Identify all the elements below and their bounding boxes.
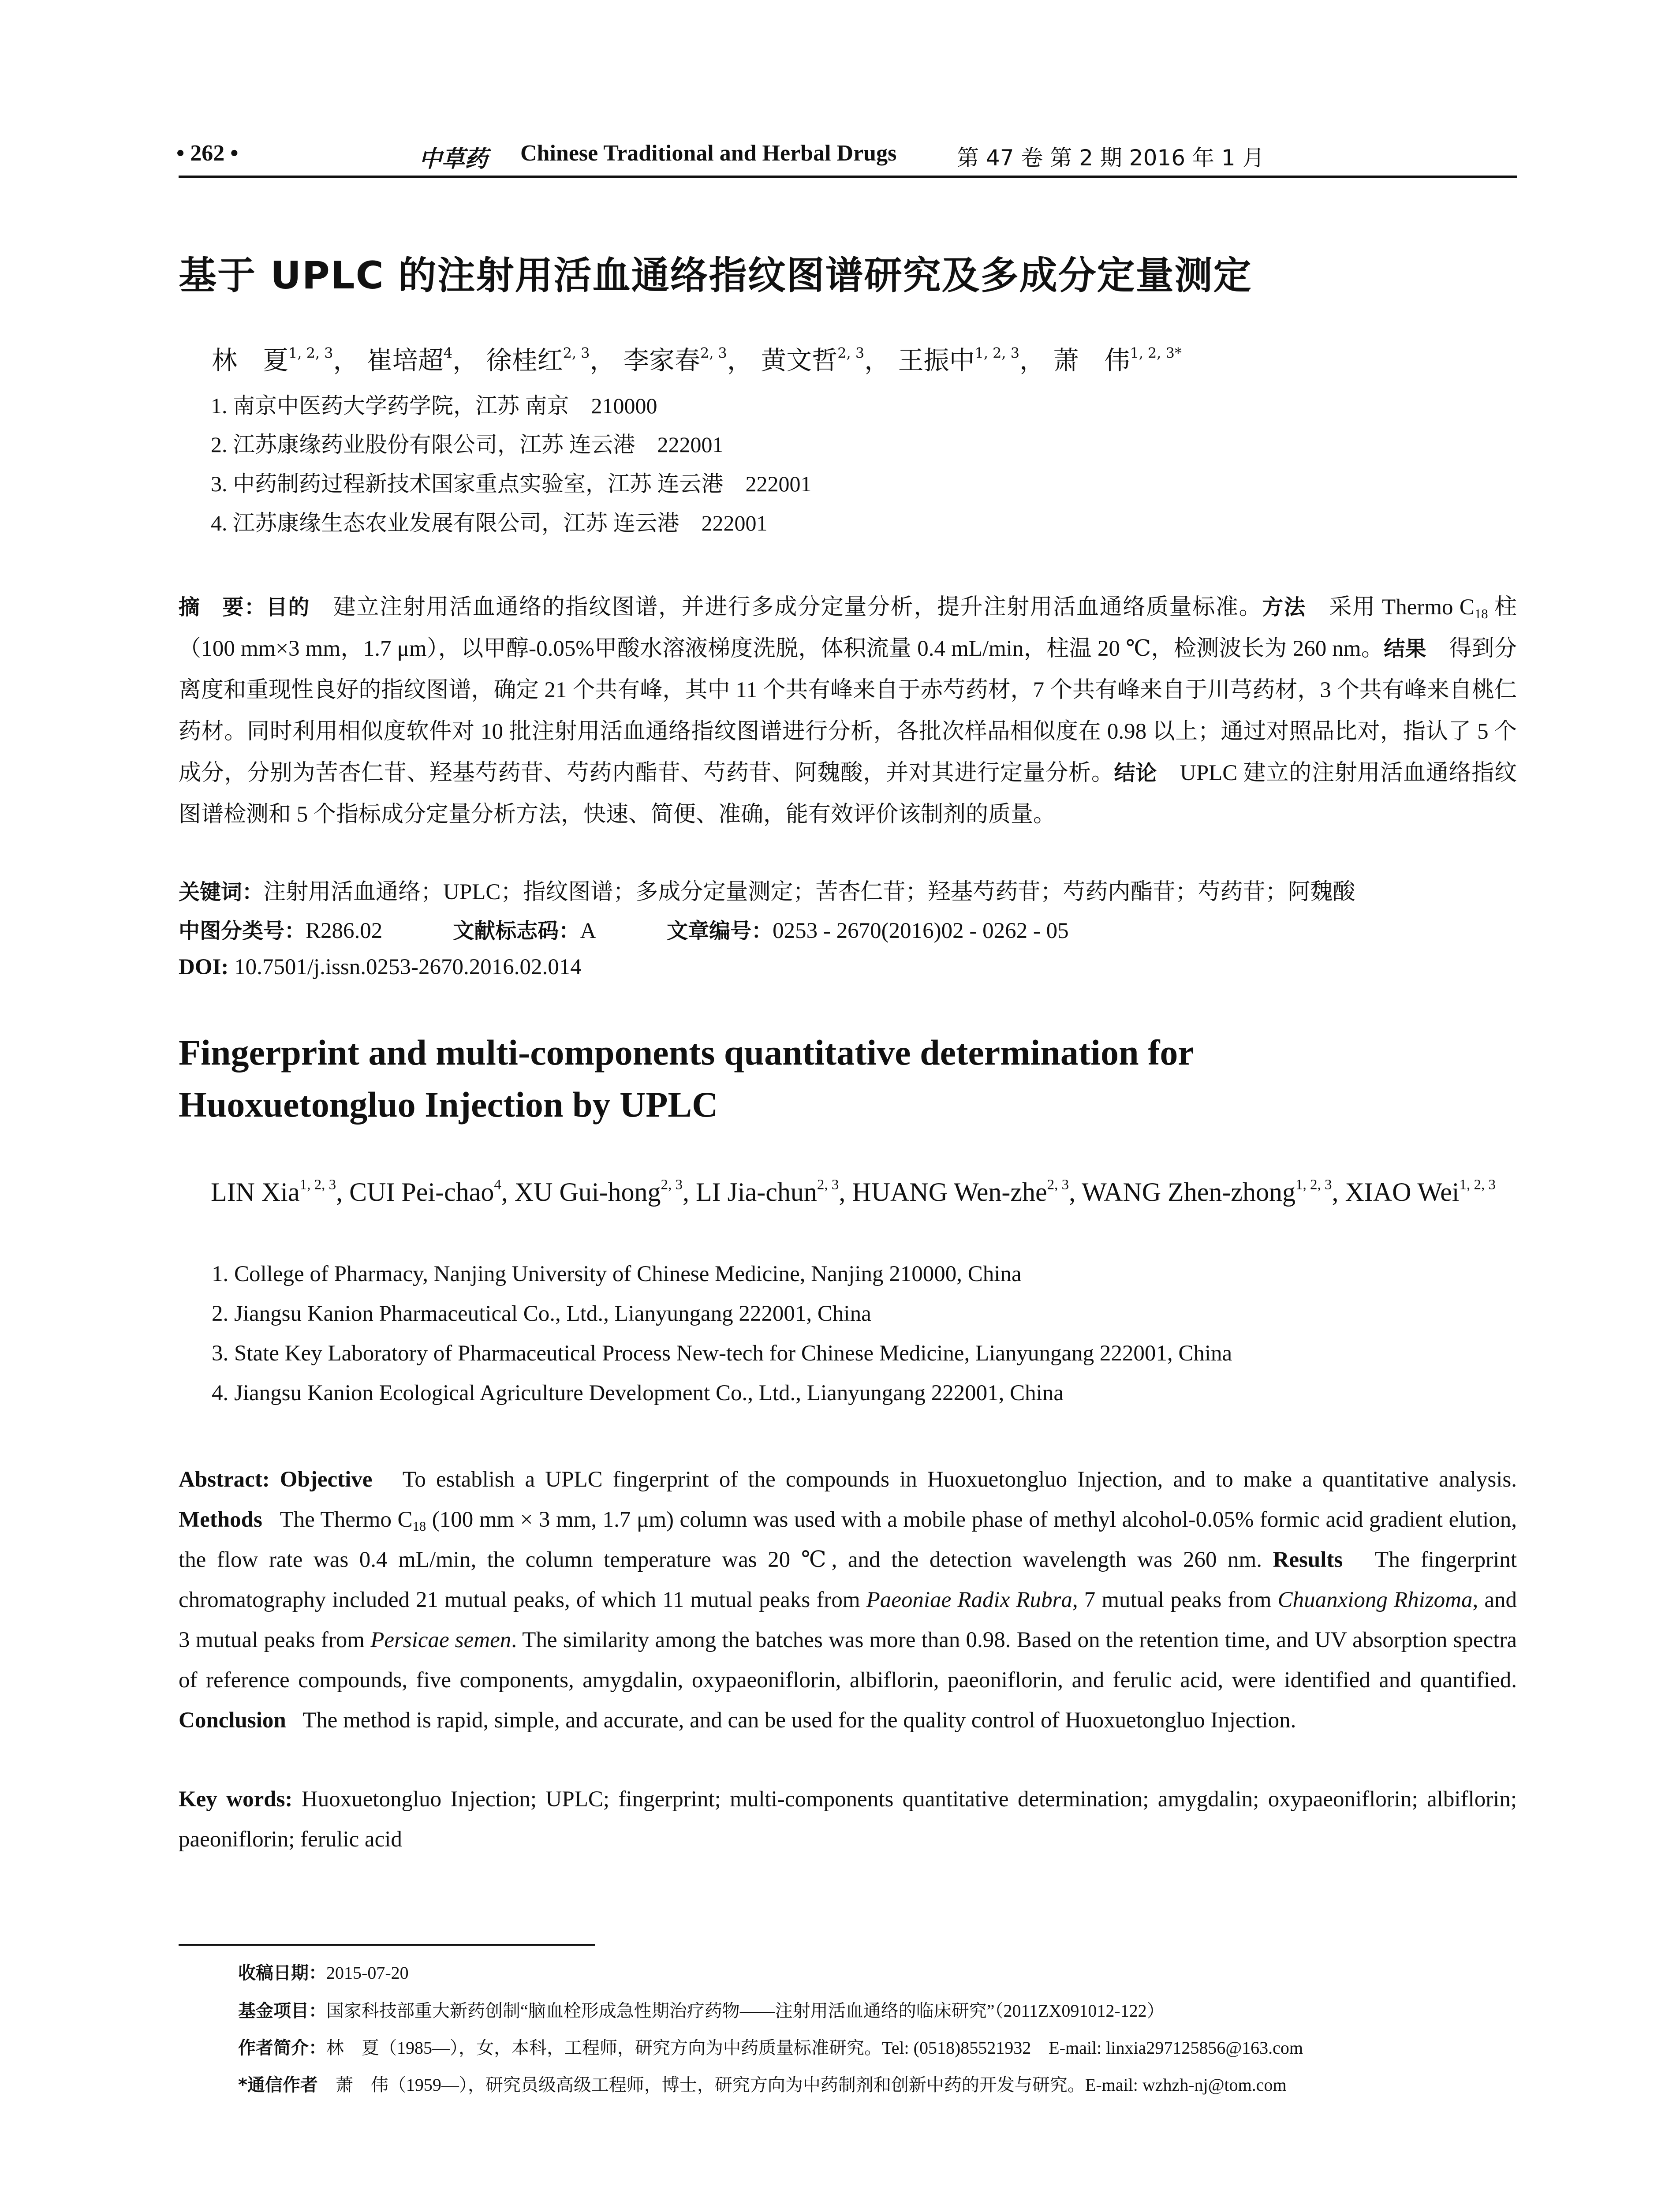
affiliation-cn: 4. 江苏康缘生态农业发展有限公司，江苏 连云港 222001 xyxy=(211,511,768,535)
author-list-cn: 林 夏$^{1, 2, 3}$， 崔培超$^4$， 徐桂红$^{2, 3}$， 李家春$^{2, 3}$， 黄文哲$^{2, 3}$， 王振中$^{1, 2, 3}$， 萧 伟$^{1, 2, 3*}$ xyxy=(212,344,1182,375)
keywords-en: Key words: Huoxuetongluo Injection; UPLC; fingerprint; multi-components quantitative determination; amygdalin; oxypaeoniflorin; albiflorin; paeoniflorin; ferulic acid xyxy=(179,1787,1517,1852)
author-cn: 林 夏$^{1, 2, 3}$ xyxy=(212,344,333,375)
author-cn: 王振中$^{1, 2, 3}$ xyxy=(898,344,1019,375)
affiliation-en: 4. Jiangsu Kanion Ecological Agriculture Development Co., Ltd., Lianyungang 222001, China xyxy=(212,1381,1064,1405)
author-cn: 徐桂红$^{2, 3}$ xyxy=(486,344,590,375)
doi-link[interactable]: 10.7501/j.issn.0253-2670.2016.02.014 xyxy=(234,955,582,979)
footnote-received: 收稿日期：2015-07-20 xyxy=(238,1963,409,1983)
author-en: LIN Xia$^{1, 2, 3}$, xyxy=(211,1177,350,1207)
author-en: WANG Zhen-zhong$^{1, 2, 3}$, xyxy=(1082,1177,1345,1207)
journal-name-en: Chinese Traditional and Herbal Drugs xyxy=(520,141,897,166)
article-title-cn: 基于 UPLC 的注射用活血通络指纹图谱研究及多成分定量测定 xyxy=(179,254,1252,298)
author-cn: 崔培超$^4$ xyxy=(366,344,453,375)
affiliation-en: 3. State Key Laboratory of Pharmaceutical Process New-tech for Chinese Medicine, Lianyungang 222001, China xyxy=(212,1341,1232,1366)
doi-line: DOI: 10.7501/j.issn.0253-2670.2016.02.014 xyxy=(179,955,582,979)
footnote-rule xyxy=(179,1944,595,1946)
author-list-en xyxy=(211,1171,1516,1213)
affiliation-cn: 2. 江苏康缘药业股份有限公司，江苏 连云港 222001 xyxy=(211,432,724,457)
author-en: XIAO Wei$^{1, 2, 3}$ xyxy=(1345,1177,1496,1207)
affiliation-en: 1. College of Pharmacy, Nanjing University of Chinese Medicine, Nanjing 210000, China xyxy=(212,1262,1022,1286)
author-en: LI Jia-chun$^{2, 3}$, xyxy=(695,1177,852,1207)
journal-issue: 第 47 卷 第 2 期 2016 年 1 月 xyxy=(957,145,1265,171)
footnote-fund: 基金项目：国家科技部重大新药创制“脑血栓形成急性期治疗药物——注射用活血通络的临床研究”（2011ZX091012-122） xyxy=(238,2001,1165,2021)
affiliation-cn: 3. 中药制药过程新技术国家重点实验室，江苏 连云港 222001 xyxy=(211,471,812,496)
abstract-cn: 摘 要：目的 建立注射用活血通络的指纹图谱，并进行多成分定量分析，提升注射用活血通络质量标准。方法 采用 Thermo $C_{18}$ 柱（100 mm×3 mm，1.7 μm），以甲醇-0.05%甲酸水溶液梯度洗脱，体积流量 0.4 mL/min，柱温 20 ℃，检测波长为 260 nm。结果 得到分离度和重现性良好的指纹图谱，确定 21 个共有峰，其中 11 个共有峰来自于赤芍药材，7 个共有峰来自于川芎药材，3 个共有峰来自桃仁药材。同时利用相似度软件对 10 批注射用活血通络指纹图谱进行分析，各批次样品相似度在 0.98 以上；通过对照品比对，指认了 5 个成分，分别为苦杏仁苷、羟基芍药苷、芍药内酯苷、芍药苷、阿魏酸，并对其进行定量分析。结论 UPLC 建立的注射用活血通络指纹图谱检测和 5 个指标成分定量分析方法，快速、简便、准确，能有效评价该制剂的质量。 xyxy=(179,595,1517,827)
abstract-en: Abstract: Objective To establish a UPLC fingerprint of the compounds in Huoxuetongluo Injection, and to make a quantitative analysis. Methods The Thermo $C_{18}$ (100 mm × 3 mm, 1.7 μm) column was used with a mobile phase of methyl alcohol-0.05% formic acid gradient elution, the flow rate was 0.4 mL/min, the column temperature was 20 ℃, and the detection wavelength was 260 nm. Results The fingerprint chromatography included 21 mutual peaks, of which 11 mutual peaks from Paeoniae Radix Rubra, 7 mutual peaks from Chuanxiong Rhizoma, and 3 mutual peaks from Persicae semen. The similarity among the batches was more than 0.98. Based on the retention time, and UV absorption spectra of reference compounds, five components, amygdalin, oxypaeoniflorin, albiflorin, paeoniflorin, and ferulic acid, were identified and quantified. Conclusion The method is rapid, simple, and accurate, and can be used for the quality control of Huoxuetongluo Injection. xyxy=(179,1467,1517,1733)
affiliation-en: 2. Jiangsu Kanion Pharmaceutical Co., Ltd., Lianyungang 222001, China xyxy=(212,1301,871,1326)
affiliation-cn: 1. 南京中医药大学药学院，江苏 南京 210000 xyxy=(211,393,657,418)
author-en: XU Gui-hong$^{2, 3}$, xyxy=(514,1177,696,1207)
abstract-label-cn: 摘 要： xyxy=(179,595,266,620)
author-en: CUI Pei-chao$^4$, xyxy=(349,1177,515,1207)
classification-line: 中图分类号：R286.02 文献标志码：A 文章编号：0253 - 2670(2016)02 - 0262 - 05 xyxy=(179,919,1069,943)
keywords-cn: 关键词：注射用活血通络；UPLC；指纹图谱；多成分定量测定；苦杏仁苷；羟基芍药苷；芍药内酯苷；芍药苷；阿魏酸 xyxy=(179,880,1355,904)
author-en: HUANG Wen-zhe$^{2, 3}$, xyxy=(852,1177,1082,1207)
running-header xyxy=(176,140,1517,176)
footnote-correspondence: *通信作者 萧 伟（1959—），研究员级高级工程师，博士，研究方向为中药制剂和创新中药的开发与研究。E-mail: wzhzh-nj@tom.com xyxy=(238,2075,1287,2095)
journal-name-cn: 中草药 xyxy=(419,146,488,172)
page-number: • 262 • xyxy=(176,141,239,166)
header-rule xyxy=(179,176,1517,178)
author-cn: 萧 伟$^{1, 2, 3*}$ xyxy=(1053,344,1182,375)
article-title-en: Fingerprint and multi-components quantitative determination for Huoxuetongluo Injection by UPLC xyxy=(179,1032,1194,1125)
footnote-author: 作者简介：林 夏（1985—），女，本科，工程师，研究方向为中药质量标准研究。Tel: (0518)85521932 E-mail: linxia297125856@163.com xyxy=(238,2038,1303,2058)
author-cn: 李家春$^{2, 3}$ xyxy=(623,344,727,375)
author-cn: 黄文哲$^{2, 3}$ xyxy=(761,344,865,375)
